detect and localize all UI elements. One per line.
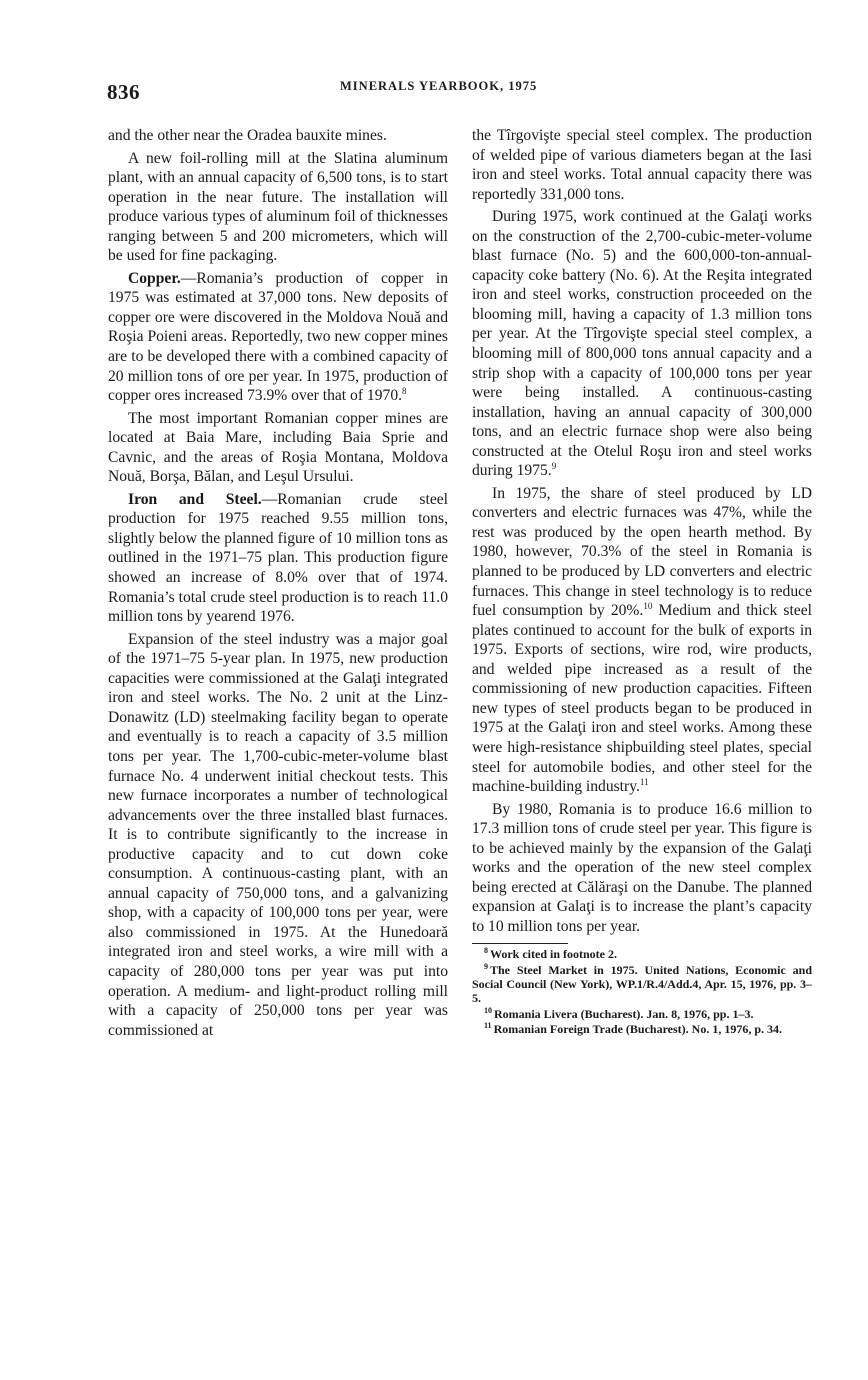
page-number: 836 [107, 80, 140, 104]
running-head: MINERALS YEARBOOK, 1975 [340, 79, 538, 93]
paragraph: In 1975, the share of steel produced by LD converters and electric furnaces was 47%, while the rest was produced by the open hearth method. By 1980, however, 70.3% of the steel in Romania is planned to be produced by LD converters and electric furnaces. This change in steel technology is to reduce fuel consumption by 20%.$^{10}$ Medium and thick steel plates continued to account for the bulk of exports in 1975. Exports of sections, wire rod, wire products, and welded pipe increased as a result of the commissioning of new production capacities. Fifteen new types of steel products began to be produced in 1975 at the Galaţi iron and steel works. Among these were high-resistance shipbuilding steel plates, special steel for automobile bodies, and other steel for the machine-building industry.$^{11}$ [472, 484, 812, 796]
footnote-ref: 10 [643, 600, 653, 611]
right-column [472, 126, 812, 1039]
paragraph: Expansion of the steel industry was a major goal of the 1971–75 5-year plan. In 1975, new production capacities were commissioned at the Galaţi integrated iron and steel works. The No. 2 unit at the Linz-Donawitz (LD) steelmaking facility began to operate and eventually is to reach a capacity of 3.5 million tons per year. The 1,700-cubic-meter-volume blast furnace No. 4 underwent initial checkout tests. This new furnace incorporates a number of technological advancements over the three installed blast furnaces. It is to contribute significantly to the increase in productive capacity and to cut down coke consumption. A continuous-casting plant, with an annual capacity of 750,000 tons, and a galvanizing shop, with a capacity of 100,000 tons per year, were also commissioned in 1975. At the Hunedoară integrated iron and steel works, a wire mill with a capacity of 280,000 tons per year was put into operation. A medium- and light-product rolling mill with a capacity of 250,000 tons per year was commissioned at [108, 630, 448, 1039]
paragraph-iron-steel: Iron and Steel.—Romanian crude steel production for 1975 reached 9.55 million tons, slightly below the planned figure of 10 million tons as outlined in the 1971–75 plan. This production figure showed an increase of 8.0% over that of 1974. Romania’s total crude steel production is to reach 11.0 million tons by yearend 1976. [108, 490, 448, 626]
section-heading-copper: Copper. [128, 269, 181, 287]
paragraph: The most important Romanian copper mines are located at Baia Mare, including Baia Sprie and Cavnic, and the areas of Roşia Montana, Moldova Nouă, Borşa, Bălan, and Leşul Ursului. [108, 409, 448, 486]
footnote-divider [472, 943, 568, 944]
paragraph: and the other near the Oradea bauxite mines. [108, 127, 387, 144]
footnote-ref: 8 [402, 385, 407, 396]
footnote: $^{11}$ Romanian Foreign Trade (Bucharest). No. 1, 1976, p. 34. [484, 1021, 783, 1037]
footnote: $^9$ The Steel Market in 1975. United Nations, Economic and Social Council (New York), WP.1/R.4/Add.4, Apr. 15, 1976, pp. 3–5. [472, 962, 812, 1005]
footnote: $^{10}$ Romania Livera (Bucharest). Jan. 8, 1976, pp. 1–3. [484, 1005, 754, 1021]
paragraph-copper: Copper.—Romania’s production of copper in 1975 was estimated at 37,000 tons. New deposits of copper ore were discovered in the Moldova Nouă and Roşia Poieni areas. Reportedly, two new copper mines are to be developed there with a combined capacity of 20 million tons of ore per year. In 1975, production of copper ores increased 73.9% over that of 1970.$^8$ [108, 269, 448, 405]
paragraph: By 1980, Romania is to produce 16.6 million to 17.3 million tons of crude steel per year. This figure is to be achieved mainly by the expansion of the Galaţi works and the operation of the new steel complex being erected at Călăraşi on the Danube. The planned expansion at Galaţi is to increase the plant’s capacity to 10 million tons per year. [472, 800, 812, 935]
footnote-ref: 11 [639, 776, 649, 787]
footnote: $^8$ Work cited in footnote 2. [484, 946, 617, 962]
footnote-ref: 9 [551, 461, 557, 472]
paragraph: the Tîrgovişte special steel complex. The production of welded pipe of various diameters began at the Iasi iron and steel works. Total annual capacity there was reportedly 331,000 tons. [472, 127, 812, 203]
paragraph: During 1975, work continued at the Galaţi works on the construction of the 2,700-cubic-meter-volume blast furnace (No. 5) and the 600,000-ton-annual-capacity coke battery (No. 6). At the Reşita integrated iron and steel works, construction proceeded on the blooming mill, having a capacity of 1.3 million tons per year. At the Tîrgovişte special steel complex, a blooming mill of 800,000 tons annual capacity and a strip shop with a capacity of 100,000 tons per year were being installed. A continuous-casting installation, having an annual capacity of 300,000 tons, and an electric furnace shop were also being constructed at the Otelul Roşu iron and steel works during 1975.$^9$ [472, 208, 812, 480]
section-heading-iron-steel: Iron and Steel. [128, 490, 262, 508]
footnotes [472, 948, 812, 1037]
left-column [108, 126, 448, 1043]
paragraph: A new foil-rolling mill at the Slatina aluminum plant, with an annual capacity of 6,500 tons, is to start operation in the near future. The installation will produce various types of aluminum foil of thicknesses ranging between 5 and 200 micrometers, which will be used for fine packaging. [108, 149, 448, 265]
